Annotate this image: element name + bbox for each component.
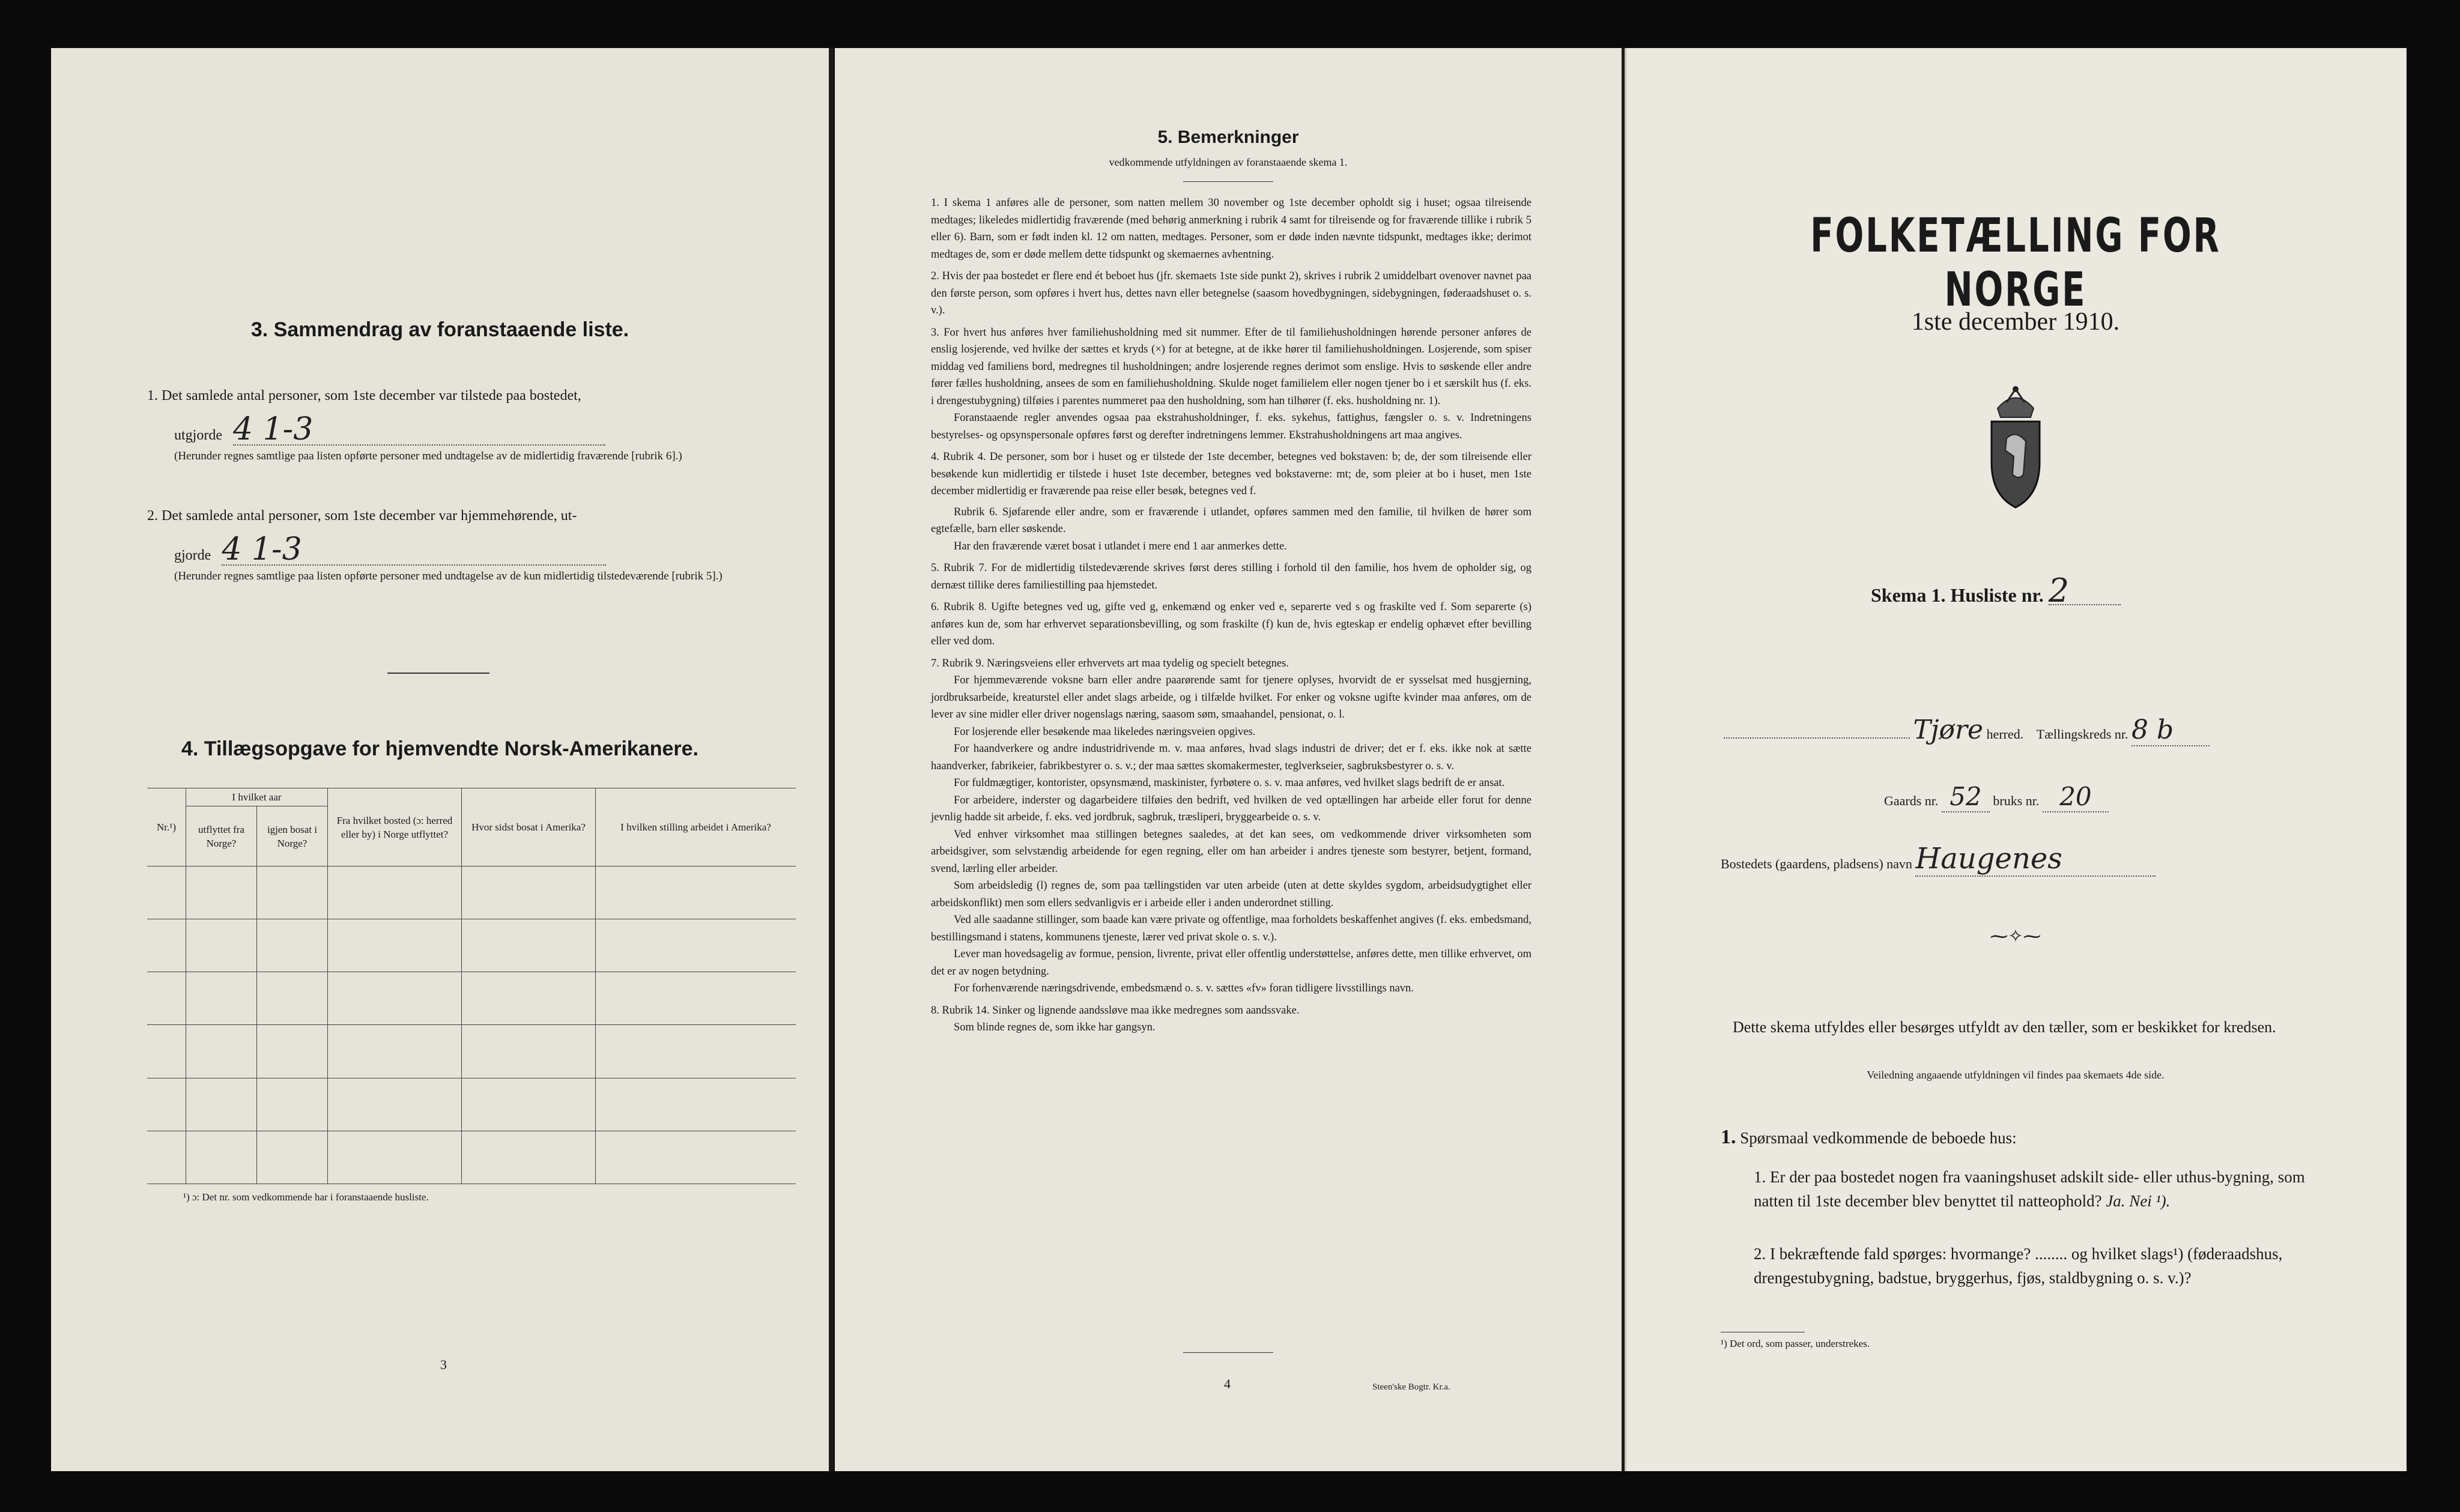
- question-1-options: Ja. Nei ¹).: [2106, 1192, 2171, 1210]
- ornament-icon: ⁓✧⁓: [1990, 927, 2041, 946]
- census-date: 1ste december 1910.: [1911, 308, 2120, 336]
- col-where: Hvor sidst bosat i Amerika?: [462, 788, 596, 866]
- norsk-amerikanere-table: [147, 788, 796, 1184]
- bosted-label: Bostedets (gaardens, pladsens) navn: [1721, 856, 1912, 871]
- item2-note: (Herunder regnes samtlige paa listen opførte personer med undtagelse av de kun midlertidig tilstedeværende [rubrik 5].): [174, 570, 723, 582]
- remark-item: For forhenværende næringsdrivende, embedsmænd o. s. v. sættes «fv» foran tidligere livsstillings navn.: [954, 982, 1414, 994]
- table-row: [147, 1078, 796, 1131]
- page-gap: [829, 48, 834, 1471]
- col-group-year: I hvilket aar: [186, 788, 328, 806]
- remarks-list: [931, 195, 1531, 1036]
- husliste-number: 2: [2049, 578, 2121, 605]
- page-number: 4: [1224, 1376, 1231, 1391]
- remark-item: For arbeidere, inderster og dagarbeidere tilføies den bedrift, ved hvilken de ved optællingen har arbeide eller forut for denne jevnlig hadde sit arbeide, f. eks. ved jordbruk, sagbruk, træsliperi, bryggearbeide o. s. v.: [931, 794, 1531, 823]
- kreds-label: Tællingskreds nr.: [2036, 727, 2128, 742]
- table-row: [147, 866, 796, 919]
- skema-label: Skema 1. Husliste nr.: [1871, 584, 2044, 606]
- item1-label: utgjorde: [174, 428, 222, 443]
- remark-item: Som arbeidsledig (l) regnes de, som paa tællingstiden var uten arbeide (uten at dette skyldes sygdom, arbeidsudygtighet eller arbeidskonflikt) men som ellers sedvanligvis er i arbeide eller i anden underordnet stilling.: [931, 880, 1531, 909]
- item2-label: gjorde: [174, 548, 211, 563]
- remark-item: For hjemmeværende voksne barn eller andre paarørende samt for tjenere oplyses, hvorvidt de er sysselsat med husgjerning, jordbruksarbeide, kreaturstel eller andet slags arbeide, og i tilfælde hvilket. For enker og voksne ugifte kvinder maa anføres, om de lever av sine midler eller driver nogenslags næring, saasom søm, smaahandel, pensionat, o. l.: [931, 674, 1531, 721]
- intro-text: Dette skema utfyldes eller besørges utfyldt av den tæller, som er beskikket for kredsen.: [1733, 1018, 2276, 1036]
- section3-title: 3. Sammendrag av foranstaaende liste.: [250, 318, 629, 341]
- table-footnote: ¹) ɔ: Det nr. som vedkommende har i foranstaaende husliste.: [183, 1191, 429, 1203]
- remark-item: For haandverkere og andre industridrivende m. v. maa anføres, hvad slags industri de driver; det er f. eks. ikke nok at sætte haandverker, fabrikeier, fabrikbestyrer o. s. v.; der maa sættes skomakermester, teglverkseier, sagbruksbestyrer o. s. v.: [931, 743, 1531, 772]
- table-row: [147, 919, 796, 972]
- bosted-value: Haugenes: [1915, 842, 2156, 877]
- kreds-value: 8 b: [2131, 715, 2210, 746]
- remark-item: Har den fraværende været bosat i utlandet i mere end 1 aar anmerkes dette.: [954, 540, 1287, 552]
- gaards-label: Gaards nr.: [1884, 793, 1939, 808]
- remark-item: 6. Rubrik 8. Ugifte betegnes ved ug, gifte ved g, enkemænd og enker ved e, separerte ved s og fraskilte ved f. Som separerte (s) anføres kun de, som har erhvervet separationsbevilling, og som fraskilte (f) kun de, hvis egteskap er endelig ophævet efter bevilling eller ved dom.: [931, 601, 1531, 647]
- remark-item: 8. Rubrik 14. Sinker og lignende aandssløve maa ikke medregnes som aandssvake.: [931, 1004, 1300, 1017]
- col-from: Fra hvilket bosted (ɔ: herred eller by) i Norge utflyttet?: [328, 788, 462, 866]
- question-1: 1. Er der paa bostedet nogen fra vaaningshuset adskilt side- eller uthus-bygning, som natten til 1ste december blev benyttet til natteophold?: [1754, 1168, 2305, 1210]
- guide-text: Veiledning angaaende utfyldningen vil findes paa skemaets 4de side.: [1867, 1069, 2165, 1081]
- item1-value: 4 1-3: [233, 414, 605, 446]
- item2-text: 2. Det samlede antal personer, som 1ste december var hjemmehørende, ut-: [147, 508, 577, 524]
- remark-item: 4. Rubrik 4. De personer, som bor i huset og er tilstede der 1ste december, betegnes ved bokstaven: b; de, der som tilreisende eller besøkende kun midlertidig er tilstede i huset 1ste december, betegnes ved bokstaverne: mt; de, som pleier at bo i huset, men 1ste december midlertidig er fraværende paa reise eller besøk, betegnes ved f.: [931, 451, 1531, 497]
- item1-note: (Herunder regnes samtlige paa listen opførte personer med undtagelse av de midlertidig fraværende [rubrik 6].): [174, 450, 682, 462]
- table-row: [147, 1131, 796, 1184]
- remark-item: 1. I skema 1 anføres alle de personer, som natten mellem 30 november og 1ste december opholdt sig i huset; ogsaa tilreisende medtages; likeledes midlertidig fraværende (med behørig anmerkning i rubrik 4 samt for tilreisende og for fraværende tillike i rubrik 5 eller 6). Barn, som er født inden kl. 12 om natten, medtages. Personer, som er døde inden nævnte tidspunkt, medtages ikke; derimot medtages de, som er døde mellem dette tidspunkt og skemaernes avhentning.: [931, 197, 1531, 261]
- herred-label: herred.: [1986, 727, 2024, 742]
- item1-text: 1. Det samlede antal personer, som 1ste december var tilstede paa bostedet,: [147, 388, 581, 404]
- page-right: FOLKETÆLLING FOR NORGE 1ste december 1910. Skema 1. Husliste nr. 2 Tjøre herred. Tællingskreds nr. 8 b Gaards nr. 52 bruks nr. 20 Bostedets (gaardens, pladsens) navn Haugenes ⁓✧⁓ Dette skema utfyldes eller besørges utfyldt av den tæller, som er beskikket for kredsen. Veiledning angaaende utfyldningen vil findes paa skemaets 4de side. 1. Spørsmaal vedkommende de beboede hus: 1. Er der paa bostedet nogen fra vaaningshuset adskilt side- eller uthus-bygning, som natten til 1ste december blev benyttet til natteophold? Ja. Nei ¹). 2. I bekræftende fald spørges: hvormange? ........ og hvilket slags¹) (føderaadshus, drengestubygning, badstue, bryggerhus, fjøs, staldbygning o. s. v.)? ¹) Det ord, som passer, understrekes.: [1625, 48, 2407, 1471]
- herred-value: Tjøre: [1913, 715, 1984, 745]
- remark-item: 5. Rubrik 7. For de midlertidig tilstedeværende skrives først deres stilling i forhold til den familie, hos hvem de opholder sig, og dernæst tillike deres familiestilling paa hjemstedet.: [931, 562, 1531, 591]
- section4-title: 4. Tillægsopgave for hjemvendte Norsk-Amerikanere.: [181, 737, 698, 760]
- remark-item: Lever man hovedsagelig av formue, pension, livrente, privat eller offentlig understøttelse, anføres dette, men tillike erhvervet, om det er av nogen betydning.: [931, 948, 1531, 978]
- col-returned: igjen bosat i Norge?: [257, 806, 328, 866]
- page-middle: [835, 48, 1622, 1471]
- remarks-title: 5. Bemerkninger: [1157, 127, 1299, 147]
- question-2: 2. I bekræftende fald spørges: hvormange? ........ og hvilket slags¹) (føderaadshus, drengestubygning, badstue, bryggerhus, fjøs, staldbygning o. s. v.)?: [1754, 1245, 2283, 1287]
- table-row: [147, 972, 796, 1025]
- bruks-label: bruks nr.: [1993, 793, 2040, 808]
- gaards-value: 52: [1942, 782, 1990, 812]
- norwegian-coat-of-arms-icon: [1971, 384, 2061, 510]
- footnote: ¹) Det ord, som passer, understrekes.: [1721, 1338, 1870, 1349]
- page-number: 3: [440, 1357, 447, 1372]
- bruks-value: 20: [2043, 782, 2109, 812]
- col-work: I hvilken stilling arbeidet i Amerika?: [596, 788, 796, 866]
- item2-value: 4 1-3: [222, 534, 606, 566]
- remark-item: For fuldmægtiger, kontorister, opsynsmænd, maskinister, fyrbøtere o. s. v. maa anføres, ved hvilket slags bedrift de er ansat.: [954, 777, 1505, 789]
- remark-item: Rubrik 6. Sjøfarende eller andre, som er fraværende i utlandet, opføres sammen med den familie, til hvilken de hører som egtefælle, barn eller søskende.: [931, 506, 1531, 535]
- remark-item: Som blinde regnes de, som ikke har gangsyn.: [954, 1021, 1156, 1033]
- col-nr: Nr.¹): [147, 788, 186, 866]
- table-row: [147, 1025, 796, 1078]
- printer-imprint: Steen'ske Bogtr. Kr.a.: [1372, 1382, 1450, 1392]
- remark-item: 2. Hvis der paa bostedet er flere end ét beboet hus (jfr. skemaets 1ste side punkt 2), skrives i rubrik 2 umiddelbart ovenover navnet paa den første person, som opføres i hvert hus, dettes navn eller betegnelse (saasom hovedbygningen, sidebygningen, føderaadshuset o. s. v.).: [931, 270, 1531, 316]
- remark-item: 7. Rubrik 9. Næringsveiens eller erhvervets art maa tydelig og specielt betegnes.: [931, 657, 1289, 670]
- remark-item: Foranstaaende regler anvendes ogsaa paa ekstrahusholdninger, f. eks. sykehus, fattighus, fængsler o. s. v. Indretningens bestyrelses- og opsynspersonale opføres først og derefter indretningens lemmer. Ekstrahusholdningens art maa angives.: [931, 412, 1531, 441]
- remark-item: Ved alle saadanne stillinger, som baade kan være private og offentlige, maa forholdets beskaffenhet angives (f. eks. embedsmand, bestillingsmand i statens, kommunens tjeneste, lærer ved privat skole o. s. v.).: [931, 914, 1531, 943]
- separator-rule: [387, 673, 489, 674]
- remark-item: Ved enhver virksomhet maa stillingen betegnes saaledes, at det kan sees, om vedkommende driver virksomheten som arbeidsgiver, som selvstændig arbeidende for egen regning, eller om han arbeider i andres tjeneste som bestyrer, betjent, formand, svend, lærling eller arbeider.: [931, 828, 1531, 875]
- separator-rule: [1183, 1352, 1273, 1353]
- remark-item: 3. For hvert hus anføres hver familiehusholdning med sit nummer. Efter de til familiehusholdningen hørende personer anføres de enslig losjerende, ved hvilke der sættes et kryds (×) for at betegne, at de ikke hører til familiehusholdningen. Losjerende, som spiser middag ved familiens bord, medregnes til husholdningen; andre losjerende regnes derimot som enslige. Hvis to søskende eller andre fører fælles husholdning, ansees de som en familiehusholdning. Skulde noget familielem eller nogen tjener bo i et særskilt hus (f. eks. i drengestubygning) tilføies i parentes nummeret paa den husholdning, som han tilhører (f. eks. husholdning nr. 1).: [931, 326, 1531, 407]
- questions-title: Spørsmaal vedkommende de beboede hus:: [1740, 1129, 2017, 1147]
- col-emigrated: utflyttet fra Norge?: [186, 806, 257, 866]
- census-title: FOLKETÆLLING FOR NORGE: [1810, 209, 2221, 317]
- separator-rule: [1183, 181, 1273, 182]
- remark-item: For losjerende eller besøkende maa likeledes næringsveien opgives.: [954, 725, 1256, 738]
- page-gap: [1622, 48, 1626, 1471]
- remarks-subtitle: vedkommende utfyldningen av foranstaaende skema 1.: [1109, 156, 1348, 168]
- page-left: [51, 48, 829, 1471]
